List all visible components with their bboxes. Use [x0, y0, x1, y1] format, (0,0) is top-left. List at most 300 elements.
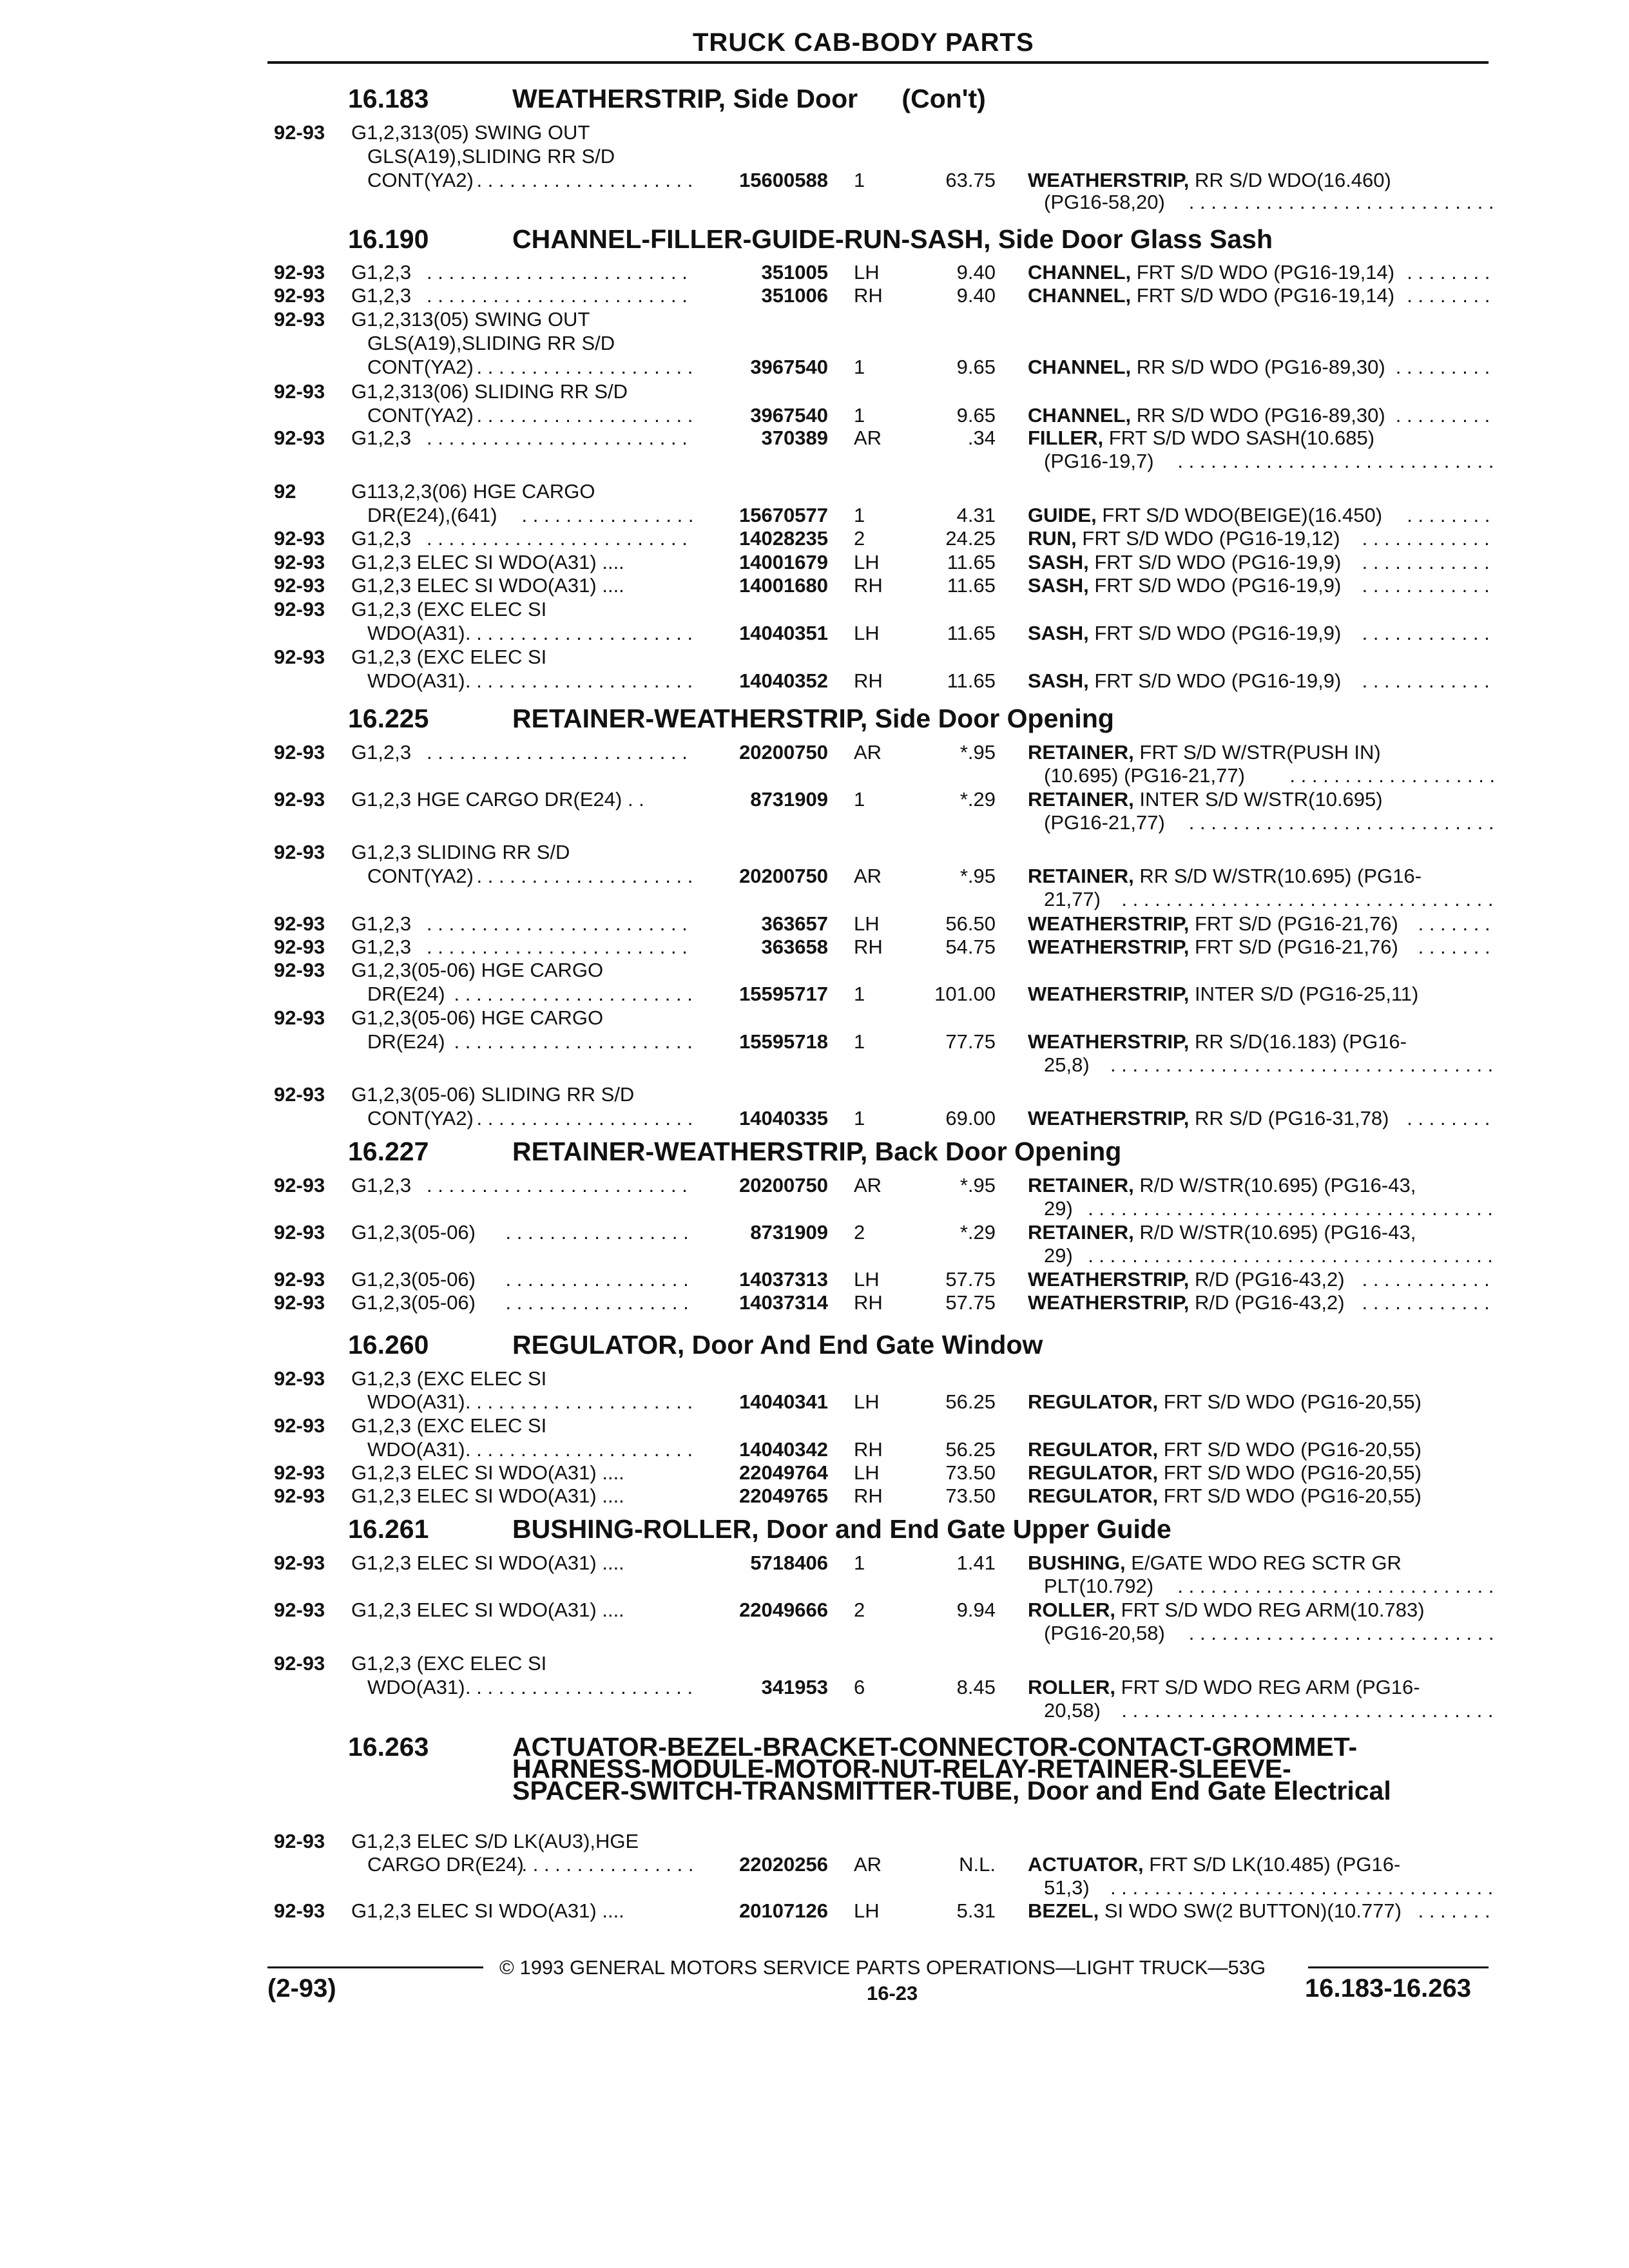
dot-leader [465, 1676, 693, 1699]
quantity: RH [854, 1438, 883, 1461]
dot-leader [1362, 574, 1495, 597]
part-number: 22049764 [739, 1461, 828, 1484]
table-row [274, 1083, 1495, 1106]
price: 11.65 [947, 574, 996, 597]
part-number: 8731909 [750, 788, 828, 811]
model-application: G113,2,3(06) HGE CARGO [351, 480, 595, 503]
part-detail: FRT S/D WDO (PG16-20,55) [1158, 1390, 1422, 1413]
quantity: LH [854, 912, 880, 935]
model-year: 92-93 [274, 1083, 325, 1106]
table-row [274, 598, 1495, 621]
part-detail: FRT S/D WDO (PG16-20,55) [1158, 1461, 1422, 1484]
table-row [274, 284, 1495, 307]
part-description [1028, 865, 1422, 888]
section-title: BUSHING-ROLLER, Door and End Gate Upper Guide [512, 1514, 1171, 1544]
model-year: 92-93 [274, 261, 325, 284]
part-name: SASH, [1028, 669, 1089, 692]
model-application: G1,2,3 ELEC S/D LK(AU3),HGE [351, 1830, 639, 1852]
page-header-title: TRUCK CAB-BODY PARTS [693, 28, 1034, 57]
model-application: G1,2,3 (EXC ELEC SI [351, 1367, 547, 1390]
footer-rule-right [1308, 1966, 1489, 1968]
quantity: 1 [854, 1552, 865, 1574]
model-application: G1,2,3 [351, 741, 412, 764]
part-name: ROLLER, [1028, 1599, 1116, 1621]
part-number: 363658 [761, 936, 828, 958]
table-row [274, 646, 1495, 669]
table-row [274, 622, 1495, 645]
part-description [1028, 1221, 1416, 1244]
table-row [274, 764, 1495, 787]
dot-leader [506, 1268, 693, 1291]
model-application: CONT(YA2) [367, 356, 474, 378]
table-row [274, 1291, 1495, 1314]
model-application: WDO(A31) [367, 1676, 465, 1698]
part-description [1028, 1107, 1389, 1130]
table-row [274, 1853, 1495, 1876]
table-row [274, 145, 1495, 168]
table-row [274, 669, 1495, 693]
table-row [274, 1174, 1495, 1197]
part-detail: RR S/D (PG16-31,78) [1189, 1107, 1389, 1129]
section-heading [348, 84, 1508, 116]
part-description [1028, 1485, 1422, 1508]
quantity: 2 [854, 527, 865, 550]
model-year: 92-93 [274, 1830, 325, 1852]
footer-rule-left [267, 1966, 483, 1968]
model-year: 92 [274, 480, 296, 503]
part-detail: E/GATE WDO REG SCTR GR [1125, 1552, 1402, 1574]
part-description [1028, 912, 1398, 936]
table-row [274, 1652, 1495, 1675]
table-row [274, 169, 1495, 192]
part-number: 20200750 [739, 865, 828, 887]
part-number: 14037313 [739, 1268, 828, 1291]
table-row [274, 1244, 1495, 1267]
section-title: WEATHERSTRIP, Side Door (Con't) [512, 84, 986, 113]
model-application: G1,2,313(05) SWING OUT [351, 308, 590, 331]
quantity: RH [854, 936, 883, 958]
table-row [274, 527, 1495, 550]
quantity: 1 [854, 788, 865, 811]
model-year: 92-93 [274, 959, 325, 981]
price: 54.75 [945, 936, 996, 958]
section-heading [348, 704, 1508, 736]
part-number: 14040351 [739, 622, 828, 644]
quantity: 1 [854, 356, 865, 378]
model-year: 92-93 [274, 1221, 325, 1244]
price: 69.00 [945, 1107, 996, 1129]
price: *.95 [959, 1174, 996, 1196]
section-title-line: HARNESS-MODULE-MOTOR-NUT-RELAY-RETAINER-SLEEVE- [512, 1754, 1291, 1783]
model-application: G1,2,3 [351, 1174, 412, 1196]
model-application: G1,2,3 [351, 912, 412, 935]
part-name: RETAINER, [1028, 1174, 1134, 1196]
part-description-continued: (PG16-19,7) [1044, 450, 1154, 472]
model-application: G1,2,3 (EXC ELEC SI [351, 646, 547, 668]
table-row [274, 1485, 1495, 1508]
dot-leader [454, 1030, 693, 1053]
quantity: 1 [854, 404, 865, 427]
part-number: 3967540 [750, 356, 828, 378]
table-row [274, 1414, 1495, 1437]
part-number: 14040352 [739, 669, 828, 692]
price: *.29 [959, 788, 996, 811]
part-name: WEATHERSTRIP, [1028, 983, 1190, 1005]
table-row [274, 959, 1495, 982]
model-year: 92-93 [274, 1367, 325, 1390]
model-application: CONT(YA2) [367, 865, 474, 887]
model-application: CONT(YA2) [367, 404, 474, 427]
table-row [274, 912, 1495, 936]
part-description [1028, 1552, 1402, 1575]
price: 11.65 [947, 669, 996, 692]
dot-leader [1110, 1876, 1495, 1899]
price: 9.94 [956, 1599, 996, 1621]
model-year: 92-93 [274, 1268, 325, 1291]
part-detail: SI WDO SW(2 BUTTON)(10.777) [1099, 1899, 1402, 1922]
part-number: 14001680 [739, 574, 828, 597]
part-detail: FRT S/D WDO(BEIGE)(16.450) [1096, 504, 1383, 526]
part-detail: INTER S/D (PG16-25,11) [1189, 983, 1419, 1005]
part-number: 341953 [761, 1676, 828, 1698]
dot-leader [465, 1438, 693, 1461]
dot-leader [477, 1107, 693, 1130]
model-year: 92-93 [274, 574, 325, 597]
section-title-line: SPACER-SWITCH-TRANSMITTER-TUBE, Door and End Gate Electrical [512, 1776, 1391, 1805]
table-row [274, 841, 1495, 864]
part-detail: FRT S/D WDO (PG16-19,9) [1088, 669, 1342, 692]
table-row [274, 1461, 1495, 1485]
part-name: REGULATOR, [1028, 1390, 1159, 1413]
dot-leader [1362, 551, 1495, 574]
dot-leader [1177, 1575, 1495, 1598]
model-year: 92-93 [274, 1899, 325, 1922]
part-description [1028, 527, 1340, 550]
price: 57.75 [945, 1291, 996, 1314]
part-number: 3967540 [750, 404, 828, 427]
part-number: 15595717 [739, 983, 828, 1005]
price: 73.50 [945, 1485, 996, 1507]
quantity: 1 [854, 169, 865, 191]
price: 57.75 [945, 1268, 996, 1291]
part-detail: FRT S/D WDO SASH(10.685) [1103, 427, 1375, 449]
dot-leader [1121, 888, 1495, 911]
model-application: G1,2,3 SLIDING RR S/D [351, 841, 570, 863]
section-heading [348, 1514, 1508, 1546]
section-title: RETAINER-WEATHERSTRIP, Back Door Opening [512, 1137, 1122, 1166]
part-detail: FRT S/D WDO (PG16-19,9) [1088, 551, 1342, 573]
dot-leader [427, 261, 693, 284]
model-application: DR(E24) [367, 983, 445, 1005]
dot-leader [1189, 811, 1495, 834]
part-name: RETAINER, [1028, 741, 1134, 764]
part-number: 20200750 [739, 741, 828, 764]
part-number: 22049765 [739, 1485, 828, 1507]
part-name: SASH, [1028, 622, 1089, 644]
dot-leader [1362, 669, 1495, 693]
model-application: CONT(YA2) [367, 169, 474, 191]
part-detail: FRT S/D WDO (PG16-19,14) [1131, 284, 1395, 307]
part-name: CHANNEL, [1028, 284, 1132, 307]
model-year: 92-93 [274, 1552, 325, 1574]
table-row [274, 1438, 1495, 1461]
part-description [1028, 261, 1394, 284]
section-title: REGULATOR, Door And End Gate Window [512, 1330, 1043, 1360]
model-application: G1,2,3 ELEC SI WDO(A31) .... [351, 1461, 624, 1484]
table-row [274, 1367, 1495, 1390]
part-name: WEATHERSTRIP, [1028, 1291, 1190, 1314]
model-application: G1,2,3 ELEC SI WDO(A31) .... [351, 1899, 624, 1922]
dot-leader [427, 741, 693, 764]
price: 9.65 [956, 356, 996, 378]
model-application: G1,2,3 [351, 261, 412, 284]
part-detail: RR S/D WDO(16.460) [1189, 169, 1391, 191]
quantity: RH [854, 1291, 883, 1314]
price: 9.40 [956, 284, 996, 307]
quantity: 2 [854, 1599, 865, 1621]
part-detail: RR S/D W/STR(10.695) (PG16- [1133, 865, 1422, 887]
model-application: G1,2,3 [351, 284, 412, 307]
price: *.29 [959, 1221, 996, 1244]
part-description [1028, 1030, 1407, 1053]
part-detail: FRT S/D WDO (PG16-19,9) [1088, 574, 1342, 597]
model-application: G1,2,3(05-06) HGE CARGO [351, 1006, 604, 1029]
table-row [274, 427, 1495, 450]
quantity: LH [854, 261, 880, 284]
part-name: FILLER, [1028, 427, 1104, 449]
part-name: WEATHERSTRIP, [1028, 1268, 1190, 1291]
dot-leader [1407, 1107, 1495, 1130]
model-year: 92-93 [274, 1414, 325, 1437]
part-description [1028, 1390, 1422, 1414]
part-detail: RR S/D WDO (PG16-89,30) [1131, 404, 1385, 427]
part-description [1028, 551, 1341, 574]
model-application: WDO(A31) [367, 1390, 465, 1413]
dot-leader [522, 1853, 693, 1876]
model-application: G1,2,3 ELEC SI WDO(A31) .... [351, 1485, 624, 1507]
part-number: 14037314 [739, 1291, 828, 1314]
section-number: 16.183 [348, 84, 429, 113]
section-title: RETAINER-WEATHERSTRIP, Side Door Opening [512, 704, 1114, 733]
part-description [1028, 356, 1385, 379]
price: *.95 [959, 865, 996, 887]
quantity: 1 [854, 983, 865, 1005]
table-row [274, 308, 1495, 331]
part-number: 370389 [761, 427, 828, 449]
part-detail: FRT S/D WDO (PG16-19,9) [1088, 622, 1342, 644]
dot-leader [1088, 1197, 1495, 1220]
quantity: 1 [854, 1107, 865, 1129]
part-name: WEATHERSTRIP, [1028, 1107, 1190, 1129]
table-row [274, 1030, 1495, 1053]
part-description [1028, 936, 1398, 959]
model-application: CARGO DR(E24) [367, 1853, 524, 1876]
price: N.L. [959, 1853, 996, 1876]
table-row [274, 1699, 1495, 1722]
dot-leader [1289, 764, 1495, 787]
table-row [274, 380, 1495, 403]
part-name: REGULATOR, [1028, 1485, 1159, 1507]
dot-leader [1407, 504, 1495, 527]
price: 8.45 [956, 1676, 996, 1698]
dot-leader [477, 169, 693, 192]
table-row [274, 936, 1495, 959]
section-number: 16.261 [348, 1514, 429, 1544]
part-detail: FRT S/D W/STR(PUSH IN) [1133, 741, 1381, 764]
dot-leader [1396, 404, 1495, 427]
part-detail: FRT S/D WDO (PG16-19,12) [1076, 527, 1340, 550]
model-year: 92-93 [274, 527, 325, 550]
price: 9.65 [956, 404, 996, 427]
model-application: G1,2,3 (EXC ELEC SI [351, 598, 547, 620]
part-number: 351006 [761, 284, 828, 307]
dot-leader [506, 1221, 693, 1244]
quantity: 6 [854, 1676, 865, 1698]
part-name: ROLLER, [1028, 1676, 1116, 1698]
price: *.95 [959, 741, 996, 764]
model-application: G1,2,3 ELEC SI WDO(A31) .... [351, 1599, 624, 1621]
part-name: WEATHERSTRIP, [1028, 1030, 1190, 1053]
part-detail: FRT S/D WDO (PG16-20,55) [1158, 1438, 1422, 1461]
part-description [1028, 669, 1341, 693]
part-description [1028, 622, 1341, 645]
dot-leader [1362, 527, 1495, 550]
part-description [1028, 404, 1385, 427]
part-description-continued: 29) [1044, 1197, 1073, 1220]
model-year: 92-93 [274, 912, 325, 935]
dot-leader [454, 983, 693, 1006]
part-description [1028, 169, 1391, 192]
model-year: 92-93 [274, 427, 325, 449]
model-year: 92-93 [274, 841, 325, 863]
dot-leader [1189, 1622, 1495, 1645]
section-number: 16.227 [348, 1137, 429, 1166]
part-description-continued: 20,58) [1044, 1699, 1101, 1722]
table-row [274, 551, 1495, 574]
table-row [274, 261, 1495, 284]
model-application: G1,2,3 ELEC SI WDO(A31) .... [351, 1552, 624, 1574]
part-name: RUN, [1028, 527, 1077, 550]
section-number: 16.190 [348, 224, 429, 254]
part-detail: FRT S/D (PG16-21,76) [1189, 912, 1398, 935]
quantity: LH [854, 551, 880, 573]
model-application: G1,2,3(05-06) [351, 1291, 476, 1314]
table-row [274, 1599, 1495, 1622]
part-detail: RR S/D WDO (PG16-89,30) [1131, 356, 1385, 378]
part-description [1028, 574, 1341, 597]
dot-leader [1418, 1899, 1495, 1923]
part-number: 15670577 [739, 504, 828, 526]
model-application: G1,2,3 [351, 936, 412, 958]
model-year: 92-93 [274, 1291, 325, 1314]
dot-leader [1177, 450, 1495, 473]
part-number: 20200750 [739, 1174, 828, 1196]
price: .34 [967, 427, 996, 449]
part-name: GUIDE, [1028, 504, 1097, 526]
price: 24.25 [945, 527, 996, 550]
price: 56.25 [945, 1390, 996, 1413]
dot-leader [1362, 622, 1495, 645]
part-name: BEZEL, [1028, 1899, 1099, 1922]
table-row [274, 480, 1495, 503]
dot-leader [1407, 284, 1495, 307]
quantity: AR [854, 865, 882, 887]
part-description-continued: PLT(10.792) [1044, 1575, 1154, 1597]
dot-leader [1121, 1699, 1495, 1722]
part-name: RETAINER, [1028, 865, 1134, 887]
model-application: G1,2,313(06) SLIDING RR S/D [351, 380, 628, 403]
part-number: 5718406 [750, 1552, 828, 1574]
model-application: G1,2,3 ELEC SI WDO(A31) .... [351, 551, 624, 573]
model-year: 92-93 [274, 1652, 325, 1675]
model-application: G1,2,313(05) SWING OUT [351, 121, 590, 144]
part-number: 8731909 [750, 1221, 828, 1244]
model-year: 92-93 [274, 1485, 325, 1507]
table-row [274, 788, 1495, 811]
section-number: 16.260 [348, 1330, 429, 1360]
price: 5.31 [956, 1899, 996, 1922]
part-description-continued: (PG16-58,20) [1044, 191, 1165, 213]
model-year: 92-93 [274, 598, 325, 620]
part-description [1028, 1676, 1420, 1699]
part-description [1028, 1174, 1416, 1197]
model-year: 92-93 [274, 121, 325, 144]
part-detail: FRT S/D LK(10.485) (PG16- [1143, 1853, 1401, 1876]
price: 11.65 [947, 551, 996, 573]
table-row [274, 1197, 1495, 1220]
table-row [274, 404, 1495, 427]
part-detail: R/D (PG16-43,2) [1189, 1268, 1345, 1291]
part-name: CHANNEL, [1028, 261, 1132, 284]
quantity: 1 [854, 1030, 865, 1053]
model-application: G1,2,3(05-06) SLIDING RR S/D [351, 1083, 635, 1106]
model-application: DR(E24),(641) [367, 504, 497, 526]
table-row [274, 1053, 1495, 1077]
table-row [274, 574, 1495, 597]
section-title: CHANNEL-FILLER-GUIDE-RUN-SASH, Side Door Glass Sash [512, 224, 1273, 254]
part-description-continued: 21,77) [1044, 888, 1101, 910]
part-name: CHANNEL, [1028, 404, 1132, 427]
dot-leader [506, 1291, 693, 1314]
dot-leader [427, 1174, 693, 1197]
part-name: WEATHERSTRIP, [1028, 169, 1190, 191]
dot-leader [477, 356, 693, 379]
dot-leader [427, 427, 693, 450]
model-application: CONT(YA2) [367, 1107, 474, 1129]
part-detail: INTER S/D W/STR(10.695) [1133, 788, 1383, 811]
table-row [274, 1575, 1495, 1598]
table-row [274, 983, 1495, 1006]
quantity: LH [854, 622, 880, 644]
quantity: AR [854, 1174, 882, 1196]
table-row [274, 1390, 1495, 1414]
table-row [274, 1622, 1495, 1645]
table-row [274, 1107, 1495, 1130]
section-heading [348, 1137, 1508, 1169]
part-name: ACTUATOR, [1028, 1853, 1144, 1876]
dot-leader [1362, 1291, 1495, 1314]
table-row [274, 1006, 1495, 1030]
model-application: G1,2,3 (EXC ELEC SI [351, 1414, 547, 1437]
dot-leader [427, 912, 693, 936]
price: 63.75 [945, 169, 996, 191]
part-number: 15595718 [739, 1030, 828, 1053]
section-number: 16.225 [348, 704, 429, 733]
part-description [1028, 427, 1374, 450]
model-application: WDO(A31) [367, 622, 465, 644]
model-year: 92-93 [274, 1599, 325, 1621]
quantity: RH [854, 574, 883, 597]
